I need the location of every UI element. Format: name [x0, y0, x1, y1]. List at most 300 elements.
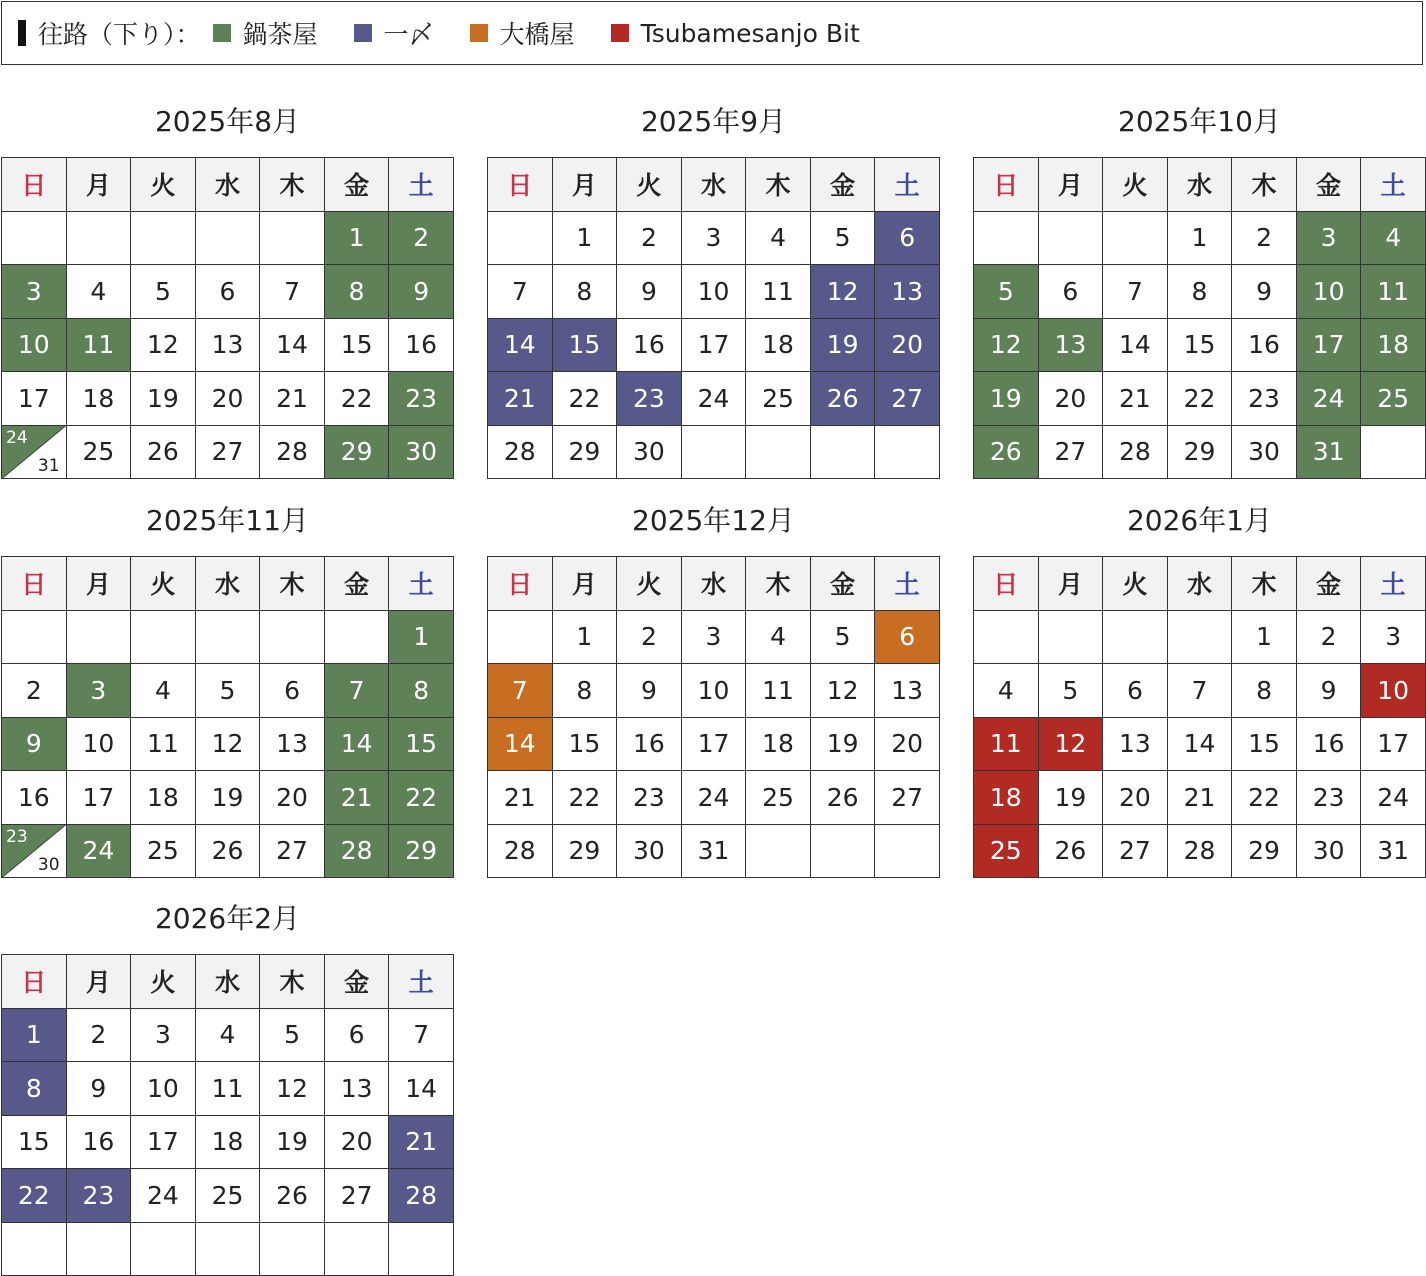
day-cell: 15 — [324, 318, 389, 372]
day-cell: 7 — [488, 265, 553, 319]
day-cell: 11 — [131, 717, 196, 771]
empty-day-cell — [131, 211, 196, 265]
day-cell: 2 — [1296, 610, 1361, 664]
highlighted-day-cell: 8 — [324, 265, 389, 319]
highlighted-day-cell: 11 — [974, 717, 1039, 771]
day-cell: 16 — [617, 717, 682, 771]
highlighted-day-cell: 29 — [324, 425, 389, 479]
day-cell: 24 — [131, 1169, 196, 1223]
day-cell: 4 — [195, 1008, 260, 1062]
day-cell: 26 — [195, 824, 260, 878]
highlighted-day-cell: 3 — [2, 265, 67, 319]
highlighted-day-cell: 1 — [324, 211, 389, 265]
weekday-header: 土 — [389, 955, 454, 1009]
day-cell: 13 — [875, 664, 940, 718]
highlighted-day-cell: 14 — [488, 318, 553, 372]
empty-day-cell — [389, 1222, 454, 1276]
week-row — [2, 1008, 454, 1062]
day-cell: 11 — [746, 265, 811, 319]
week-row — [974, 372, 1426, 426]
day-cell: 21 — [260, 372, 325, 426]
legend — [1, 1, 1423, 65]
highlighted-day-cell: 19 — [810, 318, 875, 372]
day-cell: 30 — [617, 425, 682, 479]
highlighted-day-cell: 8 — [389, 664, 454, 718]
highlighted-day-cell: 11 — [1361, 265, 1426, 319]
day-cell: 26 — [260, 1169, 325, 1223]
week-row — [974, 824, 1426, 878]
day-cell: 6 — [1103, 664, 1168, 718]
empty-day-cell — [1038, 211, 1103, 265]
legend-swatch — [354, 24, 372, 42]
month-calendar — [973, 87, 1426, 479]
weekday-header: 日 — [2, 557, 67, 611]
weekday-header: 火 — [131, 158, 196, 212]
day-cell: 16 — [1232, 318, 1297, 372]
empty-day-cell — [195, 1222, 260, 1276]
highlighted-day-cell: 18 — [1361, 318, 1426, 372]
weekday-header: 水 — [195, 158, 260, 212]
day-cell: 6 — [260, 664, 325, 718]
week-row — [488, 824, 940, 878]
weekday-header: 火 — [1103, 158, 1168, 212]
day-cell: 9 — [617, 664, 682, 718]
day-cell: 6 — [195, 265, 260, 319]
day-cell: 9 — [66, 1062, 131, 1116]
highlighted-day-cell: 19 — [974, 372, 1039, 426]
week-row — [2, 425, 454, 479]
highlighted-day-cell: 3 — [66, 664, 131, 718]
day-cell: 5 — [260, 1008, 325, 1062]
weekday-header: 水 — [195, 955, 260, 1009]
weekday-header: 月 — [552, 158, 617, 212]
day-cell: 1 — [1167, 211, 1232, 265]
month-calendar — [487, 486, 940, 878]
weekday-header: 月 — [66, 158, 131, 212]
day-cell: 19 — [131, 372, 196, 426]
highlighted-day-cell: 23 — [617, 372, 682, 426]
day-cell: 21 — [1167, 771, 1232, 825]
weekday-header-row — [2, 955, 454, 1009]
week-row — [2, 664, 454, 718]
day-cell: 9 — [1232, 265, 1297, 319]
empty-day-cell — [1103, 211, 1168, 265]
week-row — [488, 211, 940, 265]
weekday-header: 金 — [1296, 557, 1361, 611]
highlighted-day-cell: 10 — [1361, 664, 1426, 718]
day-cell: 15 — [1232, 717, 1297, 771]
weekday-header: 金 — [324, 158, 389, 212]
highlighted-day-cell: 12 — [1038, 717, 1103, 771]
split-day-cell — [2, 425, 67, 479]
empty-day-cell — [875, 425, 940, 479]
weekday-header-row — [488, 158, 940, 212]
day-cell: 20 — [195, 372, 260, 426]
day-cell: 5 — [131, 265, 196, 319]
weekday-header: 日 — [2, 955, 67, 1009]
legend-item-label: 一〆 — [383, 20, 434, 49]
highlighted-day-cell: 26 — [810, 372, 875, 426]
day-cell: 18 — [131, 771, 196, 825]
legend-swatch — [470, 24, 488, 42]
day-cell: 16 — [1296, 717, 1361, 771]
highlighted-day-cell: 14 — [488, 717, 553, 771]
day-cell: 19 — [810, 717, 875, 771]
highlighted-day-cell: 28 — [324, 824, 389, 878]
empty-day-cell — [131, 610, 196, 664]
day-cell: 25 — [195, 1169, 260, 1223]
weekday-header: 日 — [974, 557, 1039, 611]
day-cell: 20 — [1103, 771, 1168, 825]
highlighted-day-cell: 13 — [875, 265, 940, 319]
day-cell: 8 — [552, 265, 617, 319]
day-cell: 29 — [1232, 824, 1297, 878]
highlighted-day-cell: 8 — [2, 1062, 67, 1116]
highlighted-day-cell: 9 — [389, 265, 454, 319]
month-title: 2025年12月 — [632, 504, 795, 537]
weekday-header: 土 — [389, 158, 454, 212]
week-row — [488, 717, 940, 771]
weekday-header-row — [2, 557, 454, 611]
weekday-header: 金 — [810, 557, 875, 611]
month-title: 2026年2月 — [154, 902, 301, 935]
weekday-header: 火 — [131, 955, 196, 1009]
empty-day-cell — [66, 211, 131, 265]
day-cell: 27 — [875, 771, 940, 825]
weekday-header: 月 — [1038, 158, 1103, 212]
week-row — [488, 771, 940, 825]
day-cell: 8 — [1232, 664, 1297, 718]
day-cell: 15 — [552, 717, 617, 771]
highlighted-day-cell: 31 — [1296, 425, 1361, 479]
empty-day-cell — [66, 1222, 131, 1276]
day-cell: 25 — [66, 425, 131, 479]
highlighted-day-cell: 7 — [488, 664, 553, 718]
day-cell: 8 — [552, 664, 617, 718]
day-cell: 23 — [1296, 771, 1361, 825]
day-cell: 22 — [552, 372, 617, 426]
week-row — [974, 211, 1426, 265]
day-cell: 15 — [1167, 318, 1232, 372]
day-cell: 17 — [131, 1115, 196, 1169]
day-cell: 2 — [2, 664, 67, 718]
week-row — [974, 771, 1426, 825]
day-cell: 6 — [1038, 265, 1103, 319]
highlighted-day-cell: 27 — [875, 372, 940, 426]
week-row — [974, 664, 1426, 718]
day-cell: 6 — [324, 1008, 389, 1062]
highlighted-day-cell: 6 — [875, 211, 940, 265]
weekday-header: 火 — [617, 557, 682, 611]
highlighted-day-cell: 13 — [1038, 318, 1103, 372]
day-cell: 12 — [260, 1062, 325, 1116]
month-calendar — [973, 486, 1426, 878]
day-cell: 22 — [1167, 372, 1232, 426]
highlighted-day-cell: 25 — [1361, 372, 1426, 426]
legend-swatch — [611, 24, 629, 42]
split-day-second: 30 — [37, 855, 60, 875]
day-cell: 25 — [746, 771, 811, 825]
day-cell: 20 — [324, 1115, 389, 1169]
day-cell: 31 — [1361, 824, 1426, 878]
weekday-header: 月 — [66, 557, 131, 611]
day-cell: 17 — [681, 717, 746, 771]
calendar-grid — [1, 954, 454, 1276]
highlighted-day-cell: 9 — [2, 717, 67, 771]
day-cell: 29 — [552, 425, 617, 479]
day-cell: 11 — [746, 664, 811, 718]
empty-day-cell — [260, 211, 325, 265]
legend-swatch — [213, 24, 231, 42]
day-cell: 1 — [1232, 610, 1297, 664]
weekday-header: 月 — [66, 955, 131, 1009]
legend-lead-label: 往路（下り）： — [38, 20, 201, 49]
highlighted-day-cell: 21 — [389, 1115, 454, 1169]
weekday-header: 木 — [260, 955, 325, 1009]
day-cell: 18 — [195, 1115, 260, 1169]
month-calendar — [1, 87, 454, 479]
highlighted-day-cell: 28 — [389, 1169, 454, 1223]
day-cell: 24 — [681, 771, 746, 825]
day-cell: 13 — [260, 717, 325, 771]
highlighted-day-cell: 12 — [974, 318, 1039, 372]
day-cell: 23 — [617, 771, 682, 825]
day-cell: 22 — [324, 372, 389, 426]
day-cell: 7 — [389, 1008, 454, 1062]
empty-day-cell — [1038, 610, 1103, 664]
bar-marker-icon — [18, 20, 26, 46]
day-cell: 24 — [681, 372, 746, 426]
weekday-header: 木 — [746, 158, 811, 212]
day-cell: 23 — [1232, 372, 1297, 426]
day-cell: 4 — [66, 265, 131, 319]
empty-day-cell — [260, 610, 325, 664]
empty-day-cell — [131, 1222, 196, 1276]
empty-day-cell — [746, 425, 811, 479]
day-cell: 16 — [2, 771, 67, 825]
empty-day-cell — [1167, 610, 1232, 664]
day-cell: 17 — [66, 771, 131, 825]
day-cell: 27 — [1103, 824, 1168, 878]
legend-item-ichishime — [354, 15, 434, 51]
month-calendar — [487, 87, 940, 479]
day-cell: 18 — [746, 318, 811, 372]
weekday-header: 土 — [875, 158, 940, 212]
weekday-header: 金 — [324, 557, 389, 611]
empty-day-cell — [195, 610, 260, 664]
day-cell: 2 — [66, 1008, 131, 1062]
day-cell: 13 — [1103, 717, 1168, 771]
day-cell: 14 — [260, 318, 325, 372]
day-cell: 13 — [195, 318, 260, 372]
legend-item-label: 鍋茶屋 — [242, 20, 318, 49]
empty-day-cell — [488, 211, 553, 265]
highlighted-day-cell: 10 — [1296, 265, 1361, 319]
day-cell: 7 — [1167, 664, 1232, 718]
highlighted-day-cell: 15 — [389, 717, 454, 771]
empty-day-cell — [488, 610, 553, 664]
day-cell: 27 — [324, 1169, 389, 1223]
week-row — [488, 425, 940, 479]
day-cell: 28 — [1103, 425, 1168, 479]
weekday-header: 土 — [389, 557, 454, 611]
weekday-header: 土 — [875, 557, 940, 611]
empty-day-cell — [2, 211, 67, 265]
day-cell: 19 — [260, 1115, 325, 1169]
weekday-header: 木 — [1232, 158, 1297, 212]
split-day-first: 24 — [6, 427, 28, 448]
highlighted-day-cell: 4 — [1361, 211, 1426, 265]
day-cell: 1 — [552, 610, 617, 664]
week-row — [488, 318, 940, 372]
day-cell: 28 — [260, 425, 325, 479]
highlighted-day-cell: 29 — [389, 824, 454, 878]
highlighted-day-cell: 22 — [2, 1169, 67, 1223]
highlighted-day-cell: 7 — [324, 664, 389, 718]
day-cell: 4 — [974, 664, 1039, 718]
day-cell: 31 — [681, 824, 746, 878]
legend-lead — [18, 15, 201, 51]
day-cell: 21 — [1103, 372, 1168, 426]
day-cell: 30 — [1296, 824, 1361, 878]
day-cell: 2 — [617, 211, 682, 265]
split-day-second: 31 — [37, 456, 60, 476]
day-cell: 16 — [66, 1115, 131, 1169]
day-cell: 16 — [617, 318, 682, 372]
day-cell: 27 — [1038, 425, 1103, 479]
highlighted-day-cell: 26 — [974, 425, 1039, 479]
day-cell: 27 — [195, 425, 260, 479]
highlighted-day-cell: 2 — [389, 211, 454, 265]
calendar-grid — [1, 157, 454, 479]
highlighted-day-cell: 24 — [1296, 372, 1361, 426]
month-title: 2026年1月 — [1126, 504, 1273, 537]
highlighted-day-cell: 3 — [1296, 211, 1361, 265]
split-day-first: 23 — [6, 826, 28, 847]
day-cell: 18 — [746, 717, 811, 771]
day-cell: 20 — [260, 771, 325, 825]
empty-day-cell — [810, 425, 875, 479]
day-cell: 28 — [488, 425, 553, 479]
week-row — [974, 318, 1426, 372]
highlighted-day-cell: 10 — [2, 318, 67, 372]
legend-item-ohashiya — [470, 15, 575, 51]
weekday-header: 木 — [260, 557, 325, 611]
day-cell: 18 — [66, 372, 131, 426]
week-row — [2, 1222, 454, 1276]
empty-day-cell — [681, 425, 746, 479]
day-cell: 30 — [617, 824, 682, 878]
day-cell: 13 — [324, 1062, 389, 1116]
highlighted-day-cell: 30 — [389, 425, 454, 479]
highlighted-day-cell: 22 — [389, 771, 454, 825]
week-row — [2, 824, 454, 878]
weekday-header: 火 — [131, 557, 196, 611]
week-row — [2, 1115, 454, 1169]
day-cell: 25 — [746, 372, 811, 426]
empty-day-cell — [324, 610, 389, 664]
weekday-header: 水 — [681, 158, 746, 212]
day-cell: 26 — [810, 771, 875, 825]
calendar-grid — [973, 556, 1426, 878]
week-row — [2, 771, 454, 825]
empty-day-cell — [260, 1222, 325, 1276]
calendar-grid — [1, 556, 454, 878]
highlighted-day-cell: 12 — [810, 265, 875, 319]
day-cell: 10 — [131, 1062, 196, 1116]
week-row — [488, 265, 940, 319]
week-row — [974, 265, 1426, 319]
day-cell: 29 — [1167, 425, 1232, 479]
weekday-header: 火 — [617, 158, 682, 212]
month-title: 2025年10月 — [1118, 105, 1281, 138]
weekday-header: 土 — [1361, 158, 1426, 212]
calendar-grid — [973, 157, 1426, 479]
day-cell: 28 — [1167, 824, 1232, 878]
week-row — [2, 1169, 454, 1223]
split-day-cell — [2, 824, 67, 878]
weekday-header: 木 — [746, 557, 811, 611]
weekday-header: 水 — [1167, 158, 1232, 212]
day-cell: 20 — [1038, 372, 1103, 426]
month-title: 2025年9月 — [640, 105, 787, 138]
day-cell: 19 — [195, 771, 260, 825]
day-cell: 14 — [1167, 717, 1232, 771]
day-cell: 2 — [617, 610, 682, 664]
empty-day-cell — [2, 610, 67, 664]
day-cell: 20 — [875, 717, 940, 771]
day-cell: 1 — [552, 211, 617, 265]
highlighted-day-cell: 20 — [875, 318, 940, 372]
day-cell: 22 — [552, 771, 617, 825]
weekday-header: 水 — [195, 557, 260, 611]
weekday-header: 日 — [488, 158, 553, 212]
day-cell: 12 — [195, 717, 260, 771]
empty-day-cell — [2, 1222, 67, 1276]
empty-day-cell — [875, 824, 940, 878]
week-row — [2, 318, 454, 372]
day-cell: 3 — [1361, 610, 1426, 664]
day-cell: 26 — [131, 425, 196, 479]
weekday-header: 水 — [1167, 557, 1232, 611]
day-cell: 10 — [681, 664, 746, 718]
day-cell: 17 — [2, 372, 67, 426]
empty-day-cell — [810, 824, 875, 878]
week-row — [974, 610, 1426, 664]
highlighted-day-cell: 14 — [324, 717, 389, 771]
day-cell: 4 — [131, 664, 196, 718]
week-row — [2, 717, 454, 771]
empty-day-cell — [974, 211, 1039, 265]
empty-day-cell — [746, 824, 811, 878]
highlighted-day-cell: 1 — [2, 1008, 67, 1062]
day-cell: 5 — [1038, 664, 1103, 718]
weekday-header-row — [488, 557, 940, 611]
day-cell: 4 — [746, 610, 811, 664]
highlighted-day-cell: 6 — [875, 610, 940, 664]
day-cell: 30 — [1232, 425, 1297, 479]
month-title: 2025年11月 — [146, 504, 309, 537]
weekday-header-row — [2, 158, 454, 212]
weekday-header-row — [974, 158, 1426, 212]
day-cell: 5 — [810, 211, 875, 265]
day-cell: 21 — [488, 771, 553, 825]
month-title: 2025年8月 — [154, 105, 301, 138]
day-cell: 29 — [552, 824, 617, 878]
legend-item-nabechaya — [213, 15, 318, 51]
weekday-header: 月 — [1038, 557, 1103, 611]
day-cell: 19 — [1038, 771, 1103, 825]
